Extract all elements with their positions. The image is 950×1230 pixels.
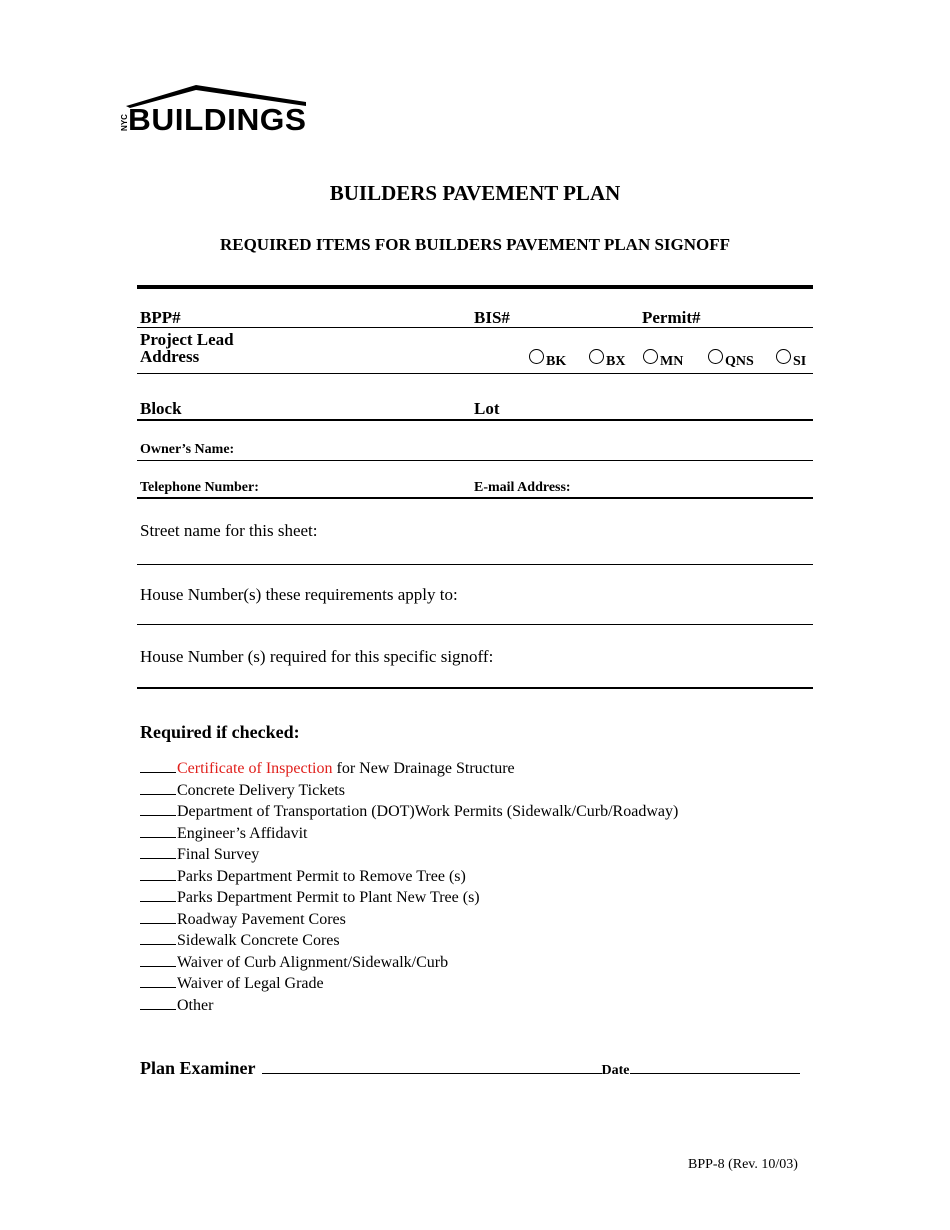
required-heading: Required if checked: (140, 722, 300, 742)
row-divider (137, 373, 813, 374)
borough-code: MN (660, 354, 684, 369)
item-text: Final Survey (177, 846, 260, 863)
list-item (140, 930, 678, 952)
radio-circle-icon[interactable] (708, 349, 723, 364)
checkbox-blank[interactable] (140, 844, 176, 859)
checkbox-blank[interactable] (140, 801, 176, 816)
checkbox-blank[interactable] (140, 758, 176, 773)
telephone-label: Telephone Number: (140, 480, 259, 495)
item-text: Engineer’s Affidavit (177, 824, 308, 842)
row-divider (137, 497, 813, 499)
checkbox-blank[interactable] (140, 995, 176, 1010)
section-divider (137, 687, 813, 689)
top-divider (137, 285, 813, 289)
lot-label: Lot (474, 399, 500, 418)
list-item (140, 995, 678, 1017)
checkbox-blank[interactable] (140, 973, 176, 988)
address-label: Address (140, 347, 200, 366)
house-required-label: House Number (s) required for this specific signoff: (140, 647, 494, 666)
list-item (140, 780, 678, 802)
row-divider (137, 564, 813, 565)
logo-wordmark: BUILDINGS (128, 102, 307, 137)
item-text: Concrete Delivery Tickets (177, 781, 345, 799)
plan-examiner-signature-line[interactable] (262, 1057, 602, 1074)
owner-name-label: Owner’s Name: (140, 442, 235, 457)
signature-row (140, 1057, 800, 1079)
borough-code: BX (606, 354, 626, 369)
checkbox-blank[interactable] (140, 930, 176, 945)
checkbox-blank[interactable] (140, 823, 176, 838)
page-title: BUILDERS PAVEMENT PLAN (329, 181, 621, 205)
logo-prefix: NYC (119, 114, 129, 131)
bis-label: BIS# (474, 308, 510, 327)
item-text: Department of Transportation (DOT)Work Permits (Sidewalk/Curb/Roadway) (177, 803, 679, 820)
checkbox-blank[interactable] (140, 887, 176, 902)
row-divider (137, 327, 813, 328)
borough-code: BK (546, 354, 567, 369)
item-text: Other (177, 996, 214, 1014)
radio-circle-icon[interactable] (776, 349, 791, 364)
item-text: for New Drainage Structure (332, 760, 515, 777)
date-line[interactable] (630, 1059, 800, 1074)
borough-option-si[interactable] (776, 347, 806, 369)
list-item (140, 758, 678, 780)
item-text: Waiver of Legal Grade (177, 975, 324, 992)
house-numbers-label: House Number(s) these requirements apply to: (140, 585, 458, 604)
list-item (140, 823, 678, 845)
list-item (140, 866, 678, 888)
borough-option-bx[interactable] (589, 347, 625, 369)
list-item (140, 844, 678, 866)
borough-option-qns[interactable] (708, 347, 754, 369)
item-text: Waiver of Curb Alignment/Sidewalk/Curb (177, 953, 449, 971)
list-item (140, 952, 678, 974)
list-item (140, 909, 678, 931)
plan-examiner-label: Plan Examiner (140, 1058, 256, 1078)
project-lead-label: Project Lead (140, 330, 234, 349)
borough-option-bk[interactable] (529, 347, 566, 369)
row-divider (137, 419, 813, 421)
radio-circle-icon[interactable] (643, 349, 658, 364)
borough-code: QNS (725, 354, 754, 369)
list-item (140, 973, 678, 995)
checkbox-blank[interactable] (140, 952, 176, 967)
nyc-buildings-logo (116, 84, 310, 138)
date-label: Date (601, 1063, 630, 1078)
checkbox-blank[interactable] (140, 866, 176, 881)
checkbox-blank[interactable] (140, 780, 176, 795)
list-item (140, 887, 678, 909)
radio-circle-icon[interactable] (529, 349, 544, 364)
bpp-label: BPP# (140, 308, 181, 327)
page-subtitle: REQUIRED ITEMS FOR BUILDERS PAVEMENT PLAN SIGNOFF (219, 235, 731, 254)
street-name-label: Street name for this sheet: (140, 521, 318, 540)
borough-code: SI (793, 354, 807, 369)
item-text: Parks Department Permit to Plant New Tree (s) (177, 889, 480, 906)
row-divider (137, 460, 813, 461)
list-item (140, 801, 678, 823)
radio-circle-icon[interactable] (589, 349, 604, 364)
certificate-of-inspection-link[interactable]: Certificate of Inspection (177, 760, 333, 777)
item-text: Parks Department Permit to Remove Tree (s) (177, 867, 466, 885)
item-text: Sidewalk Concrete Cores (177, 932, 340, 949)
permit-label: Permit# (642, 308, 701, 327)
required-items-list (140, 758, 678, 1016)
block-label: Block (140, 399, 182, 418)
form-id: BPP-8 (Rev. 10/03) (688, 1157, 798, 1172)
email-label: E-mail Address: (474, 480, 571, 495)
row-divider (137, 624, 813, 625)
checkbox-blank[interactable] (140, 909, 176, 924)
item-text: Roadway Pavement Cores (177, 910, 346, 928)
borough-option-mn[interactable] (643, 347, 683, 369)
